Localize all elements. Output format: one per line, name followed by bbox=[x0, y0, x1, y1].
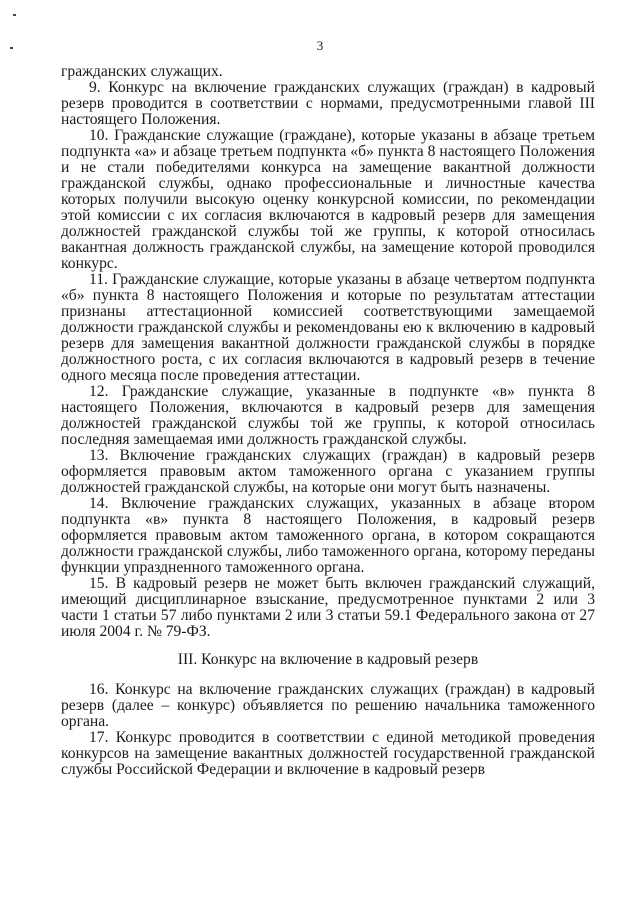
page-number: 3 bbox=[316, 38, 324, 53]
paragraph-continuation: гражданских служащих. bbox=[61, 63, 223, 80]
paragraph-13: 13. Включение гражданских служащих (граждан) в кадровый резерв оформляется правовым актом таможенного органа с указанием группы должностей гражданской службы, на которые они могут быть назначены. bbox=[61, 447, 595, 496]
paragraph-9: 9. Конкурс на включение гражданских служащих (граждан) в кадровый резерв проводится в соответствии с нормами, предусмотренными главой III настоящего Положения. bbox=[61, 79, 595, 128]
paragraph-17: 17. Конкурс проводится в соответствии с единой методикой проведения конкурсов на замещение вакантных должностей государственной гражданской службы Российской Федерации и включение в кадровый резерв bbox=[61, 729, 595, 778]
paragraph-15: 15. В кадровый резерв не может быть включен гражданский служащий, имеющий дисциплинарное взыскание, предусмотренное пунктами 2 или 3 части 1 статьи 57 либо пунктами 2 или 3 статьи 59.1 Федерального закона от 27 июля 2004 г. № 79-ФЗ. bbox=[61, 575, 595, 640]
paragraph-14: 14. Включение гражданских служащих, указанных в абзаце втором подпункта «в» пункта 8 настоящего Положения, в кадровый резерв оформляется правовым актом таможенного органа, в котором сокращаются должности гражданской службы, либо таможенного органа, которому переданы функции упраздненного таможенного органа. bbox=[61, 495, 595, 576]
paragraph-10: 10. Гражданские служащие (граждане), которые указаны в абзаце третьем подпункта «а» и абзаце третьем подпункта «б» пункта 8 настоящего Положения и не стали победителями конкурса на замещение вакантной должности гражданской службы, однако профессиональные и личностные качества которых получили высокую оценку конкурсной комиссии, по рекомендации этой комиссии с их согласия включаются в кадровый резерв для замещения должностей гражданской службы той же группы, к которой относилась вакантная должность гражданской службы, на замещение которой проводился конкурс. bbox=[61, 127, 595, 272]
paragraph-16: 16. Конкурс на включение гражданских служащих (граждан) в кадровый резерв (далее – конкурс) объявляется по решению начальника таможенного органа. bbox=[61, 681, 595, 730]
section-heading: III. Конкурс на включение в кадровый резерв bbox=[177, 651, 479, 668]
paragraph-12: 12. Гражданские служащие, указанные в подпункте «в» пункта 8 настоящего Положения, включаются в кадровый резерв для замещения должностей гражданской службы той же группы, к которой относилась последняя замещаемая ими должность гражданской службы. bbox=[61, 383, 595, 448]
paragraph-11: 11. Гражданские служащие, которые указаны в абзаце четвертом подпункта «б» пункта 8 настоящего Положения и которые по результатам аттестации признаны аттестационной комиссией соответствующими замещаемой должности гражданской службы и рекомендованы ею к включению в кадровый резерв для замещения вакантной должности гражданской службы в порядке должностного роста, с их согласия включаются в кадровый резерв в течение одного месяца после проведения аттестации. bbox=[61, 271, 595, 384]
document-body bbox=[61, 64, 595, 778]
scan-artifact-mark bbox=[13, 14, 16, 16]
